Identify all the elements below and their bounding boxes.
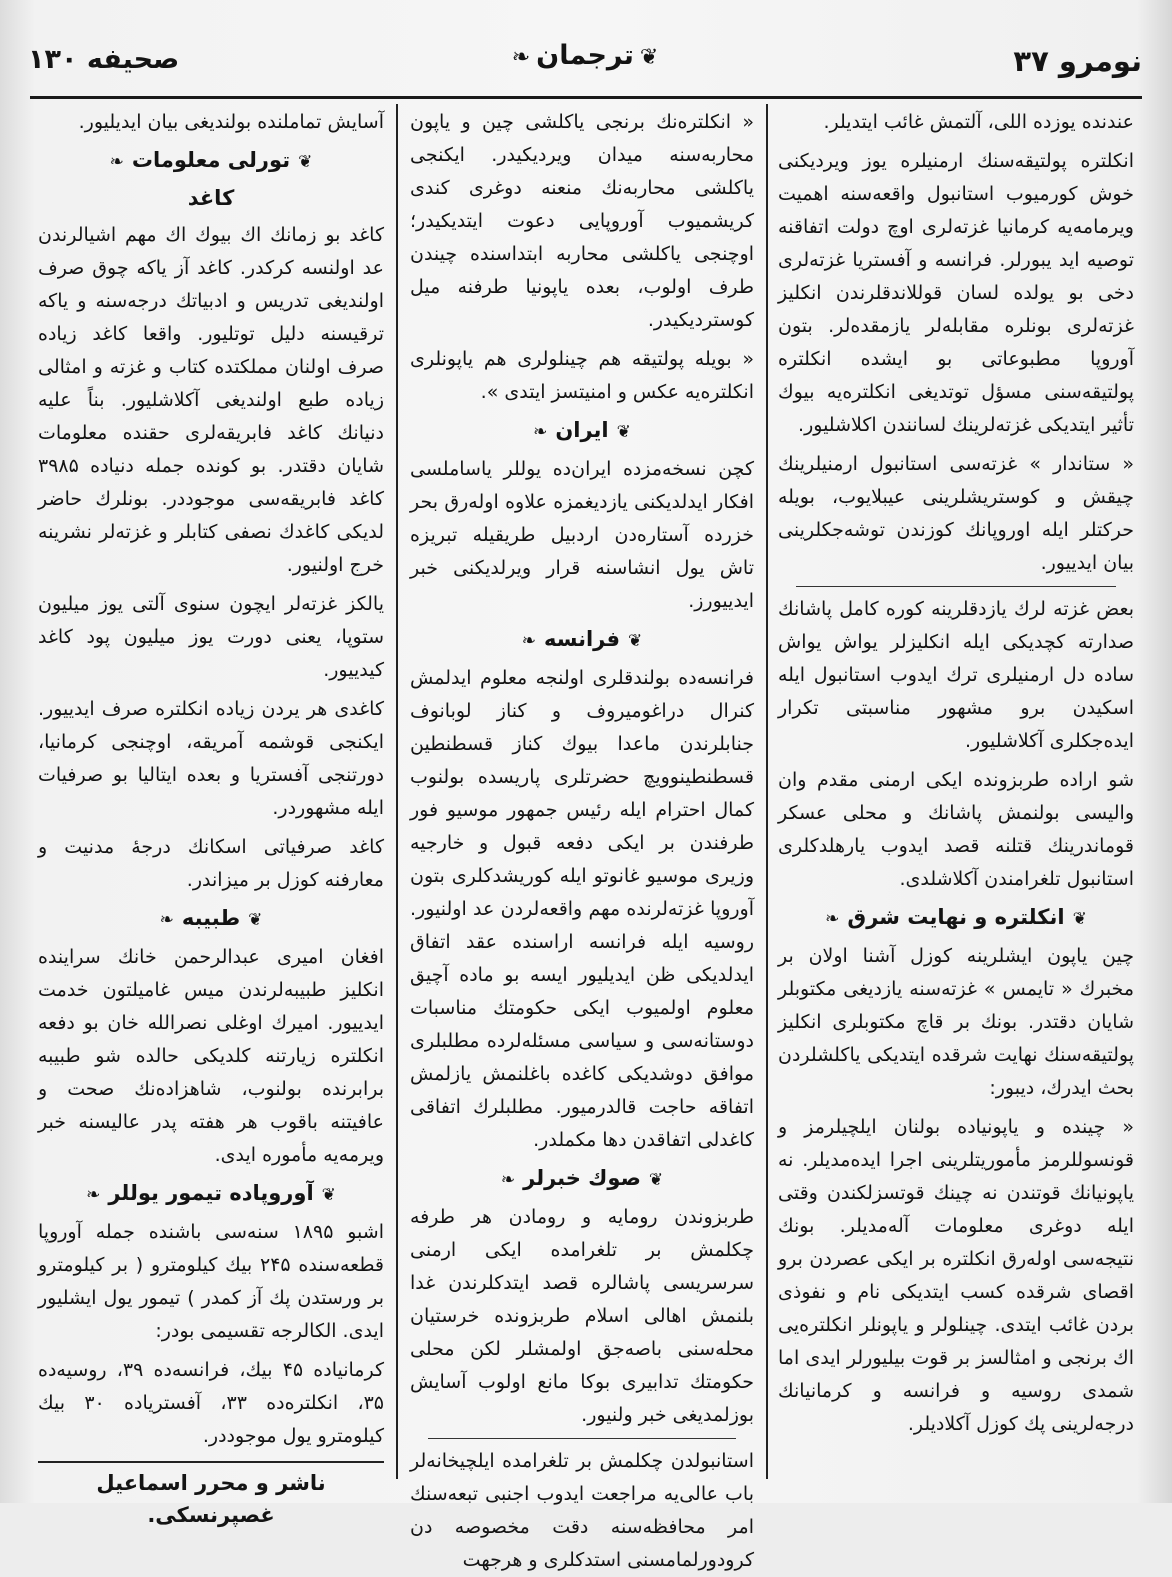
ornament-icon: ❧ bbox=[500, 1170, 516, 1190]
publisher-line: ناشر و محرر اسماعیل غصپرنسکی. bbox=[96, 1471, 326, 1527]
section-heading-text: فرانسه bbox=[543, 627, 620, 651]
paragraph: اشبو ۱۸۹۵ سنه‌سی باشنده جمله آوروپا قطعه‌سنده ۲۴۵ بیك کیلومترو ( بر کیلومترو بر ورستدن پك آز کمدر ) تیمور یول ایشلیور ایدی. الکالرجه تقسیمی بودر: bbox=[38, 1221, 384, 1342]
paragraph: کرمانیاده ۴۵ بیك، فرانسه‌ده ۳۹، روسیه‌ده ۳۵، انکلتره‌ده ۳۳، آفستریاده ۳۰ بیك کیلومترو یول موجوددر. bbox=[38, 1359, 384, 1447]
paragraph: استانبولدن چکلمش بر تلغرامده ایلچیخانه‌لر باب عالی‌یه مراجعت ایدوب اجنبی تبعه‌سنك امر محافظه‌سنه دقت مخصوصه دن کرودورلمامسنی استدکلری و هرجهت bbox=[410, 1450, 754, 1571]
ornament-icon: ❧ bbox=[521, 631, 536, 651]
section-heading bbox=[410, 624, 754, 656]
ornament-icon: ❦ bbox=[616, 422, 631, 442]
paragraph: کاغد صرفیاتی اسکانك درجهٔ مدنیت و معارفنه کوزل بر میزاندر. bbox=[38, 836, 384, 891]
subsection-heading-text: کاغد bbox=[187, 186, 235, 210]
ornament-icon: ❦ bbox=[298, 152, 313, 172]
paragraph: افغان امیری عبدالرحمن خانك سراینده انکلیز طبیبه‌لرندن میس غامیلتون خدمت ایدییور. امیرك اوغلی نصرالله خان بو دفعه انکلتره زیارتنه کلدیکی حالده شو طبیبه برابرنده بولنوب، شاهزاده‌نك صحت و عافیتنه باقوب هر هفته پدر عالیسنه خبر ویرمه‌یه مأموره ایدی. bbox=[38, 946, 384, 1166]
newspaper-title bbox=[28, 40, 1142, 71]
header-rule bbox=[30, 96, 1142, 99]
paragraph: انکلتره پولتیقه‌سنك ارمنیلره یوز ویردیکنی خوش کورمیوب استانبول واقعه‌سنه اهمیت ویرمامه‌یه کرمانیا غزته‌لری اوچ دولت اتفاقنه توصیه اید یبورلر. فرانسه و آفستریا غزته‌لری دخی بو یولده لسان قوللاندقلرندن انکلیز غزته‌لری بونلره مقابله‌لر یازمقده‌لر. بتون آوروپا مطبوعاتی بو ایشده انکلتره پولتیقه‌سنی مسؤل توتدیغی انکلتره‌یه بیوك تأثیر ایتدیکی غزته‌لرینك لسانندن اکلاشلیور. bbox=[778, 150, 1134, 436]
ornament-icon: ❦ bbox=[628, 631, 643, 651]
ornament-icon: ❦ bbox=[639, 45, 659, 70]
paragraph: شو اراده طربزونده ایکی ارمنی مقدم وان والیسی بولنمش پاشانك و محلی عسکر قوماندرینك قتلنه قصد ایدوب یارهلدکلری استانبول تلغرامندن آکلاشلدی. bbox=[778, 769, 1134, 890]
paragraph: « بویله پولتیقه هم چینلولری هم یاپونلری انکلتره‌یه عکس و امنیتسز ایتدی ». bbox=[410, 348, 754, 403]
footer-rule bbox=[38, 1461, 384, 1463]
page-number: صحیفه ۱۳۰ bbox=[28, 44, 180, 75]
section-heading-text: تورلی معلومات bbox=[131, 148, 291, 172]
issue-number: نومرو ۳۷ bbox=[1013, 44, 1142, 78]
section-heading bbox=[778, 902, 1134, 934]
section-heading bbox=[38, 145, 384, 177]
ornament-icon: ❧ bbox=[159, 910, 174, 930]
section-heading-text: طبیبه bbox=[181, 906, 241, 930]
section-heading bbox=[410, 1163, 754, 1195]
section-heading bbox=[410, 415, 754, 447]
paragraph: بعض غزته لرك یازدقلرینه کوره کامل پاشانك صدارته کچدیکی ایله انکلیزلر یواش یواش ساده دل ارمنیلری ترك ایدوب استانبول ایله اسکیدن برو مشهور مناسبتی تکرار ایده‌جکلری آکلاشلیور. bbox=[778, 598, 1134, 752]
paragraph: کاغد بو زمانك اك بیوك اك مهم اشیالرندن عد اولنسه کرکدر. کاغد آز یاکه چوق صرف اولندیغی تدریس و ادبیاتك درجه‌سنه و یاکه ترقیسنه دلیل توتلیور. واقعا کاغد زیاده صرف اولنان مملکتده کتاب و غزته و امثالی زیاده طبع اولندیغی آکلاشلیور. بناً علیه دنیانك کاغد فابریقه‌لری حقنده معلومات شایان دقتدر. بو کونده جمله دنیاده ۳۹۸۵ کاغد فابریقه‌سی موجوددر. بونلرك حاضر لدیکی کاغدك نصفی کتابلر و غزته‌لر نشرینه خرج اولنیور. bbox=[38, 224, 384, 576]
ornament-icon: ❦ bbox=[321, 1185, 336, 1205]
section-heading-text: انکلتره و نهایت شرق bbox=[847, 905, 1065, 929]
section-heading bbox=[38, 903, 384, 935]
paragraph: کچن نسخه‌مزده ایران‌ده یوللر یاساملسی افکار ایدلدیکنی یازدیغمزه علاوه اوله‌رق بحر خزرده آستاره‌دن اردبیل طریقیله تبریزه تاش یول انشاسنه قرار ویرلدیکنی خبر ایدییورز. bbox=[410, 458, 754, 612]
column-right bbox=[770, 106, 1142, 1473]
paragraph: « ستاندار » غزته‌سی استانبول ارمنیلرینك چیقش و کوستریشلرینی عیبلایوب، بویله حرکتلر ایله اوروپانك کوزندن توشه‌جکلرینی بیان ایدییور. bbox=[778, 453, 1134, 574]
paragraph: کاغدی هر یردن زیاده انکلتره صرف ایدییور. ایکنجی قوشمه آمریقه، اوچنجی کرمانیا، دورتنجی آفستریا و بعده ایتالیا بو صرفیات ایله مشهوردر. bbox=[38, 698, 384, 819]
column-middle bbox=[402, 106, 762, 1571]
ornament-icon: ❧ bbox=[825, 909, 840, 929]
paragraph: فرانسه‌ده بولندقلری اولنجه معلوم ایدلمش کنرال دراغومیروف و کناز لوبانوف جنابلرندن ماعدا بیوك کناز قسطنطین قسطنطینوویچ حضرتلری پاریسده بولنوب کمال احترام ایله رئیس جمهور موسیو فور طرفندن بر ایکی دفعه قبول و خارجیه وزیری موسیو غانوتو ایله کوریشدکلری بتون آوروپا غزته‌لرنده مهم واقعه‌لردن عد اولنیور. روسیه ایله فرانسه اراسنده عقد اتفاق ایدلدیکی ظن ایدیلیور ایسه بو ماده آچیق معلوم اولمیوب ایکی حکومتك مناسبات دوستانه‌سی و سیاسی مسئله‌لرده مطلبلری موافق دوشدیکی کاغده باغلنمش یازلمش اتفاقه حاجت قالدرمیور. مطلبلرك اتفاقی کاغدلی اتفاقدن دها مکملدر. bbox=[410, 667, 754, 1151]
section-heading-text: آوروپاده تیمور یوللر bbox=[108, 1181, 314, 1205]
column-divider bbox=[396, 104, 398, 1479]
separator bbox=[428, 1438, 736, 1439]
ornament-icon: ❧ bbox=[109, 152, 124, 172]
subsection-heading bbox=[38, 183, 384, 213]
paragraph: عندنده یوزده اللی، آلتمش غائب ایتدیلر. bbox=[823, 111, 1134, 133]
ornament-icon: ❦ bbox=[648, 1170, 664, 1190]
newspaper-title-text: ترجمان bbox=[536, 40, 634, 71]
ornament-icon: ❧ bbox=[511, 45, 531, 70]
separator bbox=[796, 586, 1116, 587]
ornament-icon: ❧ bbox=[86, 1185, 101, 1205]
section-heading-text: صوك خبرلر bbox=[523, 1166, 641, 1190]
column-divider bbox=[766, 104, 768, 1479]
ornament-icon: ❦ bbox=[1072, 909, 1087, 929]
paragraph: چین یاپون ایشلرینه کوزل آشنا اولان بر مخبرك « تایمس » غزته‌سنه یازدیغی مکتوبلر شایان دقتدر. بونك بر قاچ مکتوبلری انکلیز پولتیقه‌سنك نهایت شرقده ایتدیکی یاکلشلردن بحث ایدرك، دیبور: bbox=[778, 945, 1134, 1099]
paragraph: « انکلتره‌نك برنجی یاکلشی چین و یاپون محاربه‌سنه میدان ویردیکیدر. ایکنجی یاکلشی محاربه‌نك منعنه دوغری کندی کریشمیوب آوروپایی دعوت ایتدیکیدر؛ اوچنجی یاکلشی محاربه ابتداسنده چیندن طرف اولوب، بعده یاپونیا طرفنه میل کوستردیکیدر. bbox=[410, 111, 754, 331]
paragraph: آسایش تماملنده بولندیغی بیان ایدیلیور. bbox=[78, 111, 384, 133]
paragraph: یالکز غزته‌لر ایچون سنوی آلتی یوز میلیون ستوپا، یعنی دورت یوز میلیون پود کاغد کیدییور. bbox=[38, 593, 384, 681]
paragraph: « چینده و یاپونیاده بولنان ایلچیلرمز و قونسوللرمز مأموریتلرینی اجرا ایده‌مدیلر. نه یاپونیانك قوتندن نه چینك قوتسزلکندن وقتی ایله دوغری معلومات آله‌مدیلر. بونك نتیجه‌سی اوله‌رق انکلتره بر ایکی عصردن برو اقصای شرقده کسب ایتدیکی نام و نفوذی بردن غائب ایتدی. چینلولر و یاپونلر انکلتره‌یی اك برنجی و امثالسز بر قوت بیلیورلر ایدی اما شمدی روسیه و فرانسه و کرمانیانك درجه‌لرینی پك کوزل آکلادیلر. bbox=[778, 1116, 1134, 1435]
ornament-icon: ❦ bbox=[248, 910, 263, 930]
paragraph: طربزوندن رومایه و رومادن هر طرفه چکلمش بر تلغرامده ایکی ارمنی سرسریسی پاشالره قصد ایتدکلرندن غدا بلنمش اهالی اسلام طربزونده خرستیان محله‌سنی باصه‌جق اولمشلر لکن محلی حکومتك تدابیری بوکا مانع اولوب آسایش بوزلمدیغی خبر ولنیور. bbox=[410, 1206, 754, 1426]
ornament-icon: ❧ bbox=[533, 422, 548, 442]
column-left bbox=[30, 106, 392, 1527]
section-heading bbox=[38, 1178, 384, 1210]
masthead bbox=[28, 40, 1142, 96]
section-heading-text: ایران bbox=[555, 418, 609, 442]
